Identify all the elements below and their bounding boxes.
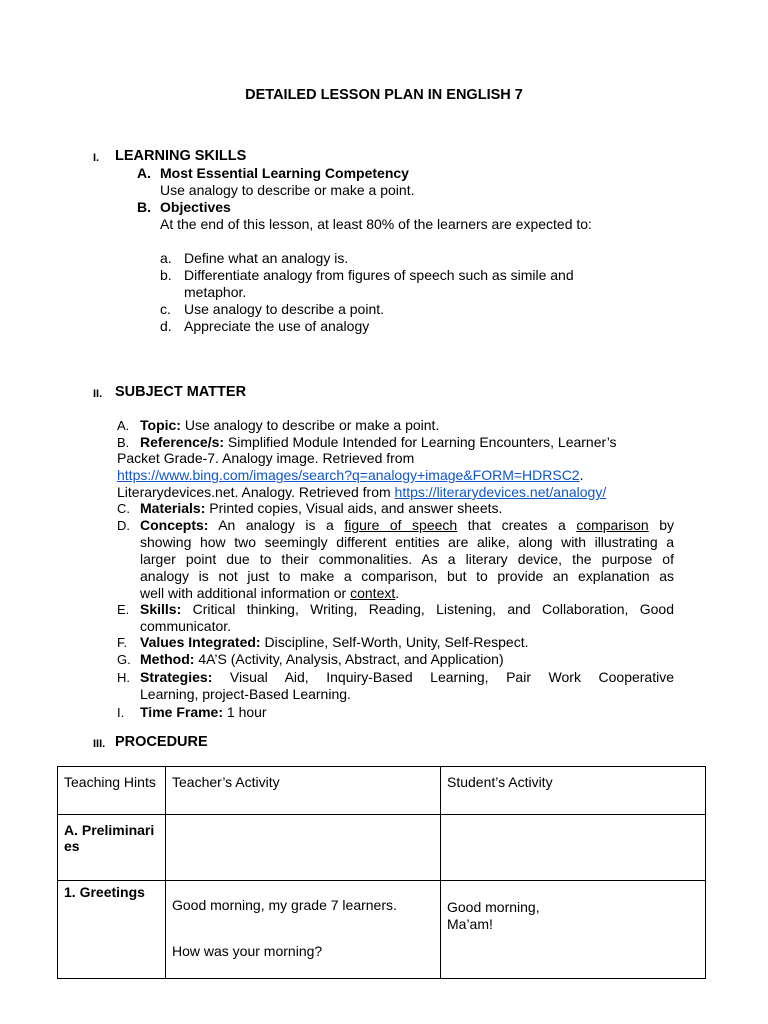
method-line [140, 651, 504, 667]
reference-period: . [579, 467, 584, 483]
table-row [58, 881, 706, 979]
objective-label: d. [160, 318, 172, 334]
section-3-heading: PROCEDURE [115, 734, 208, 750]
teacher-question: How was your morning? [172, 943, 323, 959]
competency-heading: Most Essential Learning Competency [160, 165, 409, 181]
concepts-text: An analogy is a [208, 517, 345, 533]
section-3-numeral: III. [93, 738, 106, 750]
reference-line-1 [140, 434, 617, 450]
concepts-text: that creates a [457, 517, 577, 533]
materials-label: C. [117, 501, 130, 516]
document-title: DETAILED LESSON PLAN IN ENGLISH 7 [245, 87, 523, 103]
method-text: 4A’S (Activity, Analysis, Abstract, and Application) [194, 651, 504, 667]
table-cell [58, 815, 166, 881]
greetings-label: 1. Greetings [64, 884, 145, 900]
objective-text: Use analogy to describe a point. [184, 301, 385, 317]
context-term: context [350, 585, 396, 601]
bing-analogy-link[interactable]: https://www.bing.com/images/search?q=analogy+image&FORM=HDRSC2 [117, 467, 580, 483]
skills-key: Skills: [140, 601, 182, 617]
method-label: G. [117, 652, 131, 667]
values-label: F. [117, 635, 128, 650]
student-activity-content [441, 881, 705, 933]
strategies-key: Strategies: [140, 669, 213, 685]
materials-key: Materials: [140, 500, 206, 516]
values-line [140, 634, 529, 650]
table-header-row [58, 767, 706, 815]
table-header-cell [58, 767, 166, 815]
table-cell [58, 881, 166, 979]
strategies-label: H. [117, 670, 130, 685]
topic-key: Topic: [140, 417, 181, 433]
concepts-paragraph [140, 517, 674, 602]
table-cell [441, 881, 706, 979]
teacher-greeting: Good morning, my grade 7 learners. [172, 897, 397, 913]
time-frame-line [140, 704, 267, 720]
concepts-line: showing how two seemingly different entities are alike, along with illustrating a [140, 534, 674, 550]
concepts-line [140, 585, 674, 602]
table-cell [166, 815, 441, 881]
materials-line [140, 500, 502, 516]
reference-line-2: Packet Grade-7. Analogy image. Retrieved from [117, 450, 415, 466]
table-cell [166, 881, 441, 979]
topic-line [140, 417, 439, 433]
values-text: Discipline, Self-Worth, Unity, Self-Respect. [260, 634, 529, 650]
time-frame-text: 1 hour [223, 704, 267, 720]
objectives-heading: Objectives [160, 199, 231, 215]
values-key: Values Integrated: [140, 634, 261, 650]
section-2-numeral: II. [93, 388, 103, 400]
figure-of-speech-term: figure of speech [344, 517, 458, 533]
skills-text: Critical thinking, Writing, Reading, Listening, and Collaboration, Good [181, 601, 674, 617]
objective-label: c. [160, 301, 171, 317]
reference-key: Reference/s: [140, 434, 225, 450]
time-frame-label: I. [117, 705, 125, 720]
objective-label: a. [160, 250, 172, 266]
strategies-paragraph [140, 669, 674, 703]
procedure-table [57, 766, 706, 979]
concepts-label: D. [117, 518, 130, 533]
concepts-line: larger point due to their commonalities. As a literary device, the purpose of [140, 551, 674, 567]
student-activity-header: Student’s Activity [447, 774, 553, 790]
reference-text: Simplified Module Intended for Learning Encounters, Learner’s [224, 434, 617, 450]
student-greeting-cont: Ma’am! [447, 916, 493, 932]
table-header-cell [166, 767, 441, 815]
concepts-text: . [395, 585, 400, 601]
literarydevices-link[interactable]: https://literarydevices.net/analogy/ [394, 484, 607, 500]
teaching-hints-header: Teaching Hints [64, 774, 156, 790]
table-cell [441, 815, 706, 881]
objective-text: Appreciate the use of analogy [184, 318, 370, 334]
topic-label: A. [117, 418, 130, 433]
skills-label: E. [117, 602, 130, 617]
competency-label: A. [137, 165, 151, 181]
competency-text: Use analogy to describe or make a point. [160, 182, 415, 198]
strategies-text: Visual Aid, Inquiry-Based Learning, Pair Work Cooperative [212, 669, 674, 685]
teacher-activity-header: Teacher’s Activity [172, 774, 280, 790]
reference-line-3 [117, 467, 584, 483]
section-1-numeral: I. [93, 152, 100, 164]
student-greeting: Good morning, [447, 899, 540, 915]
concepts-text: by [648, 517, 674, 533]
objectives-intro: At the end of this lesson, at least 80% of the learners are expected to: [160, 216, 592, 232]
objectives-label: B. [137, 199, 151, 215]
reference-label: B. [117, 435, 130, 450]
reference-line-4 [117, 484, 606, 500]
objective-text-cont: metaphor. [184, 284, 247, 300]
objective-text: Define what an analogy is. [184, 250, 349, 266]
objective-label: b. [160, 267, 172, 283]
reference-text-2: Literarydevices.net. Analogy. Retrieved from [117, 484, 395, 500]
strategies-line [140, 669, 674, 686]
table-header-cell [441, 767, 706, 815]
section-2-heading: SUBJECT MATTER [115, 384, 247, 400]
section-1-heading: LEARNING SKILLS [115, 148, 247, 164]
concepts-text: well with additional information or [140, 585, 351, 601]
skills-line: communicator. [140, 618, 232, 634]
preliminaries-label: A. Preliminaries [64, 822, 155, 854]
skills-paragraph [140, 601, 674, 635]
concepts-key: Concepts: [140, 517, 209, 533]
objective-text: Differentiate analogy from figures of speech such as simile and [184, 267, 574, 283]
skills-line [140, 601, 674, 618]
topic-text: Use analogy to describe or make a point. [180, 417, 440, 433]
method-key: Method: [140, 651, 195, 667]
concepts-line [140, 517, 674, 534]
materials-text: Printed copies, Visual aids, and answer sheets. [205, 500, 503, 516]
time-frame-key: Time Frame: [140, 704, 223, 720]
teacher-activity-content [166, 881, 440, 959]
concepts-line: analogy is not just to make a comparison, but to provide an explanation as [140, 568, 674, 584]
table-row [58, 815, 706, 881]
strategies-line: Learning, project-Based Learning. [140, 686, 351, 702]
comparison-term: comparison [576, 517, 649, 533]
